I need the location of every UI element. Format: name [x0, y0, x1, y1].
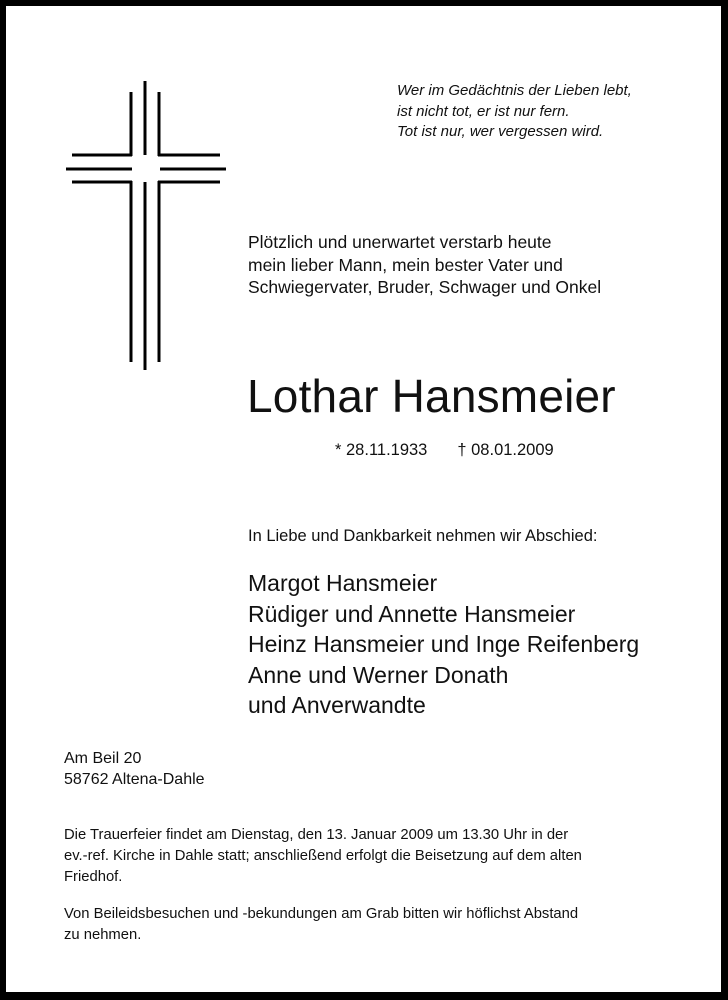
mourner-name: Rüdiger und Annette Hansmeier	[248, 600, 576, 627]
funeral-service-notice	[64, 825, 582, 888]
mourner-name: Heinz Hansmeier und Inge Reifenberg	[248, 631, 640, 657]
ceremony-line: ev.-ref. Kirche in Dahle statt; anschließend erfolgt die Beisetzung auf dem alten	[64, 848, 582, 864]
memorial-quote	[397, 81, 632, 143]
birth-date: * 28.11.1933	[335, 441, 428, 459]
mourner-name: Anne und Werner Donath	[248, 661, 509, 688]
mourner-name: Margot Hansmeier	[248, 570, 438, 596]
announcement-line: Plötzlich und unerwartet verstarb heute	[248, 232, 552, 252]
quote-line: Tot ist nur, wer vergessen wird.	[397, 123, 604, 140]
deceased-name: Lothar Hansmeier	[247, 370, 616, 422]
announcement-line: mein lieber Mann, mein bester Vater und	[248, 254, 563, 275]
mourner-name: und Anverwandte	[248, 692, 426, 718]
ceremony-line: Friedhof.	[64, 869, 123, 885]
mourners-list	[248, 568, 639, 721]
request-line: Von Beileidsbesuchen und -bekundungen am Grab bitten wir höflichst Abstand	[64, 906, 579, 922]
quote-line: ist nicht tot, er ist nur fern.	[397, 102, 570, 120]
request-line: zu nehmen.	[64, 927, 142, 943]
announcement-line: Schwiegervater, Bruder, Schwager und Onkel	[248, 277, 602, 297]
address-city: 58762 Altena-Dahle	[64, 771, 205, 788]
quote-line: Wer im Gedächtnis der Lieben lebt,	[397, 82, 632, 99]
farewell-line: In Liebe und Dankbarkeit nehmen wir Abschied:	[248, 527, 598, 545]
address-street: Am Beil 20	[64, 750, 142, 767]
family-address	[64, 748, 205, 790]
condolence-request	[64, 904, 578, 946]
cross-icon	[0, 0, 728, 400]
death-date: † 08.01.2009	[457, 441, 554, 459]
death-announcement	[248, 231, 601, 299]
life-dates	[335, 439, 554, 461]
ceremony-line: Die Trauerfeier findet am Dienstag, den 13. Januar 2009 um 13.30 Uhr in der	[64, 827, 569, 843]
